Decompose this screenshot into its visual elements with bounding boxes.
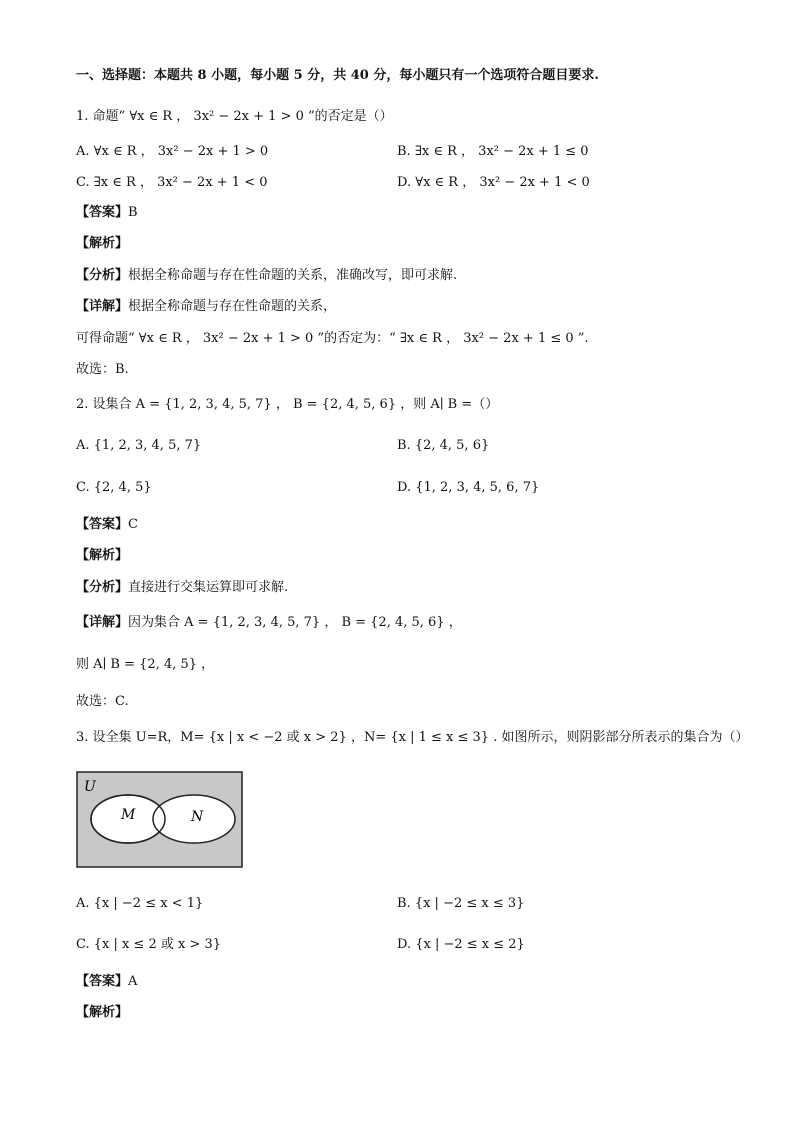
answer-value: A [128,974,138,989]
xiangjie-tag: 【详解】 [76,299,129,314]
fenxi-tag: 【分析】 [76,268,129,283]
q2-xiangjie [76,614,462,632]
fenxi-text: 根据全称命题与存在性命题的关系，准确改写，即可求解. [128,268,458,283]
set-m-label: M [121,807,136,823]
q2-stem: 2. 设集合 A = {1, 2, 3, 4, 5, 7} ， B = {2, 4, 5, 6} ，则 A∣ B =（） [76,397,499,412]
answer-value: B [128,205,138,220]
q1-stem: 1. 命题“ ∀x ∈ R ， 3x² − 2x + 1 > 0 ”的否定是（） [76,109,393,124]
set-n-label: N [191,809,204,825]
q1-option-a: A. ∀x ∈ R ， 3x² − 2x + 1 > 0 [76,144,269,159]
universe-label: U [84,779,96,795]
answer-tag: 【答案】 [76,205,129,220]
q1-choice: 故选：B. [76,362,129,377]
q2-fenxi [76,579,288,597]
q3-analysis-tag: 【解析】 [76,1005,129,1020]
q3-option-d: D. {x | −2 ≤ x ≤ 2} [397,937,525,952]
q3-stem: 3. 设全集 U=R，M= {x | x < −2 或 x > 2} ，N= {x | 1 ≤ x ≤ 3} . 如图所示，则阴影部分所表示的集合为（） [76,730,749,745]
q2-option-a: A. {1, 2, 3, 4, 5, 7} [76,438,202,453]
q1-detail-line: 可得命题“ ∀x ∈ R ， 3x² − 2x + 1 > 0 ”的否定为：“ ∃x ∈ R ， 3x² − 2x + 1 ≤ 0 ”. [76,331,589,346]
q2-option-c: C. {2, 4, 5} [76,480,152,495]
answer-tag: 【答案】 [76,974,129,989]
fenxi-tag: 【分析】 [76,580,129,595]
q1-answer [76,204,138,222]
q2-option-b: B. {2, 4, 5, 6} [397,438,490,453]
q3-option-c: C. {x | x ≤ 2 或 x > 3} [76,937,222,952]
q2-answer [76,516,138,534]
q1-analysis-tag: 【解析】 [76,236,129,251]
xiangjie-tag: 【详解】 [76,615,129,630]
q1-option-c: C. ∃x ∈ R ， 3x² − 2x + 1 < 0 [76,175,268,190]
q1-xiangjie [76,298,336,316]
q1-fenxi [76,267,457,285]
q2-analysis-tag: 【解析】 [76,548,129,563]
xiangjie-text: 因为集合 A = {1, 2, 3, 4, 5, 7} ， B = {2, 4, 5, 6} ， [128,615,462,630]
answer-value: C [128,517,138,532]
q2-detail-line: 则 A∣ B = {2, 4, 5} ， [76,657,215,672]
answer-tag: 【答案】 [76,517,129,532]
q3-option-a: A. {x | −2 ≤ x < 1} [76,896,204,911]
venn-diagram [76,771,244,869]
q2-option-d: D. {1, 2, 3, 4, 5, 6, 7} [397,480,540,495]
q2-choice: 故选：C. [76,694,129,709]
xiangjie-text: 根据全称命题与存在性命题的关系， [128,299,337,314]
q1-option-d: D. ∀x ∈ R ， 3x² − 2x + 1 < 0 [397,175,590,190]
fenxi-text: 直接进行交集运算即可求解. [128,580,289,595]
q3-option-b: B. {x | −2 ≤ x ≤ 3} [397,896,525,911]
q1-option-b: B. ∃x ∈ R ， 3x² − 2x + 1 ≤ 0 [397,144,589,159]
q3-answer [76,973,137,991]
section-heading: 一、选择题：本题共 8 小题，每小题 5 分，共 40 分，每小题只有一个选项符合题目要求. [76,68,599,83]
